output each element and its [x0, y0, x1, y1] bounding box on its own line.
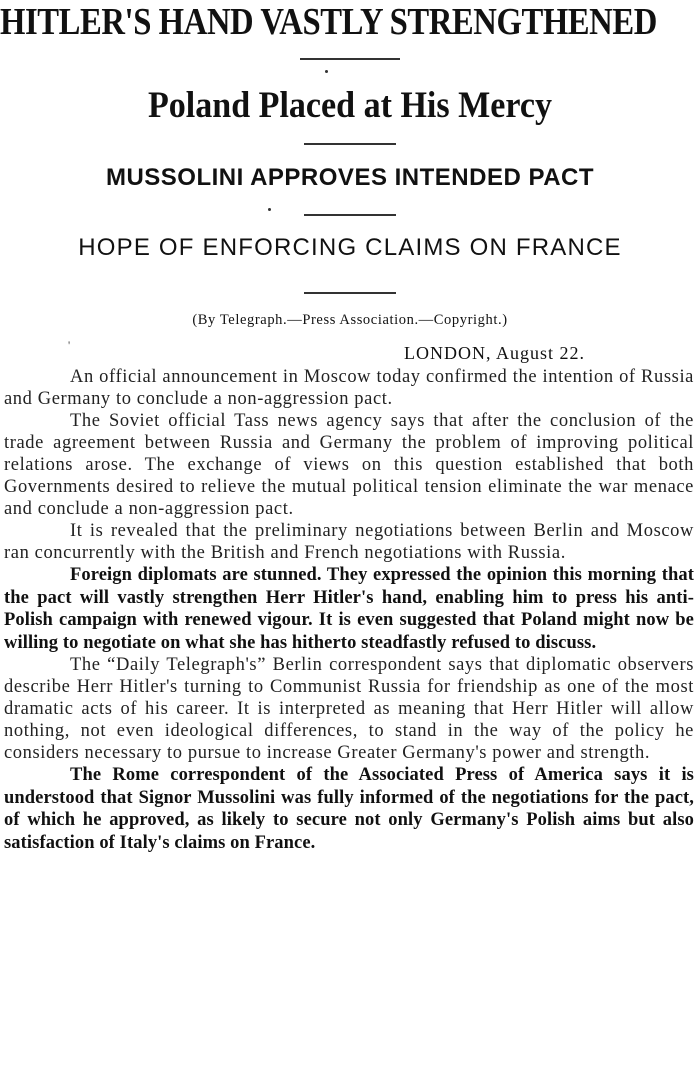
deck-headline-2: HOPE OF ENFORCING CLAIMS ON FRANCE: [78, 234, 622, 261]
headline-rule-3: [304, 214, 396, 216]
article-body: [4, 366, 694, 854]
headline-rule-4: [304, 292, 396, 294]
paragraph-3: It is revealed that the preliminary negotiations between Berlin and Moscow ran concurrently with the British and French negotiations with Russia.: [4, 521, 694, 563]
paragraph-2: The Soviet official Tass news agency says that after the conclusion of the trade agreement between Russia and Germany the problem of improving political relations arose. The exchange of views on this question established that both Governments desired to relieve the mutual political tension eliminate the war menace and conclude a non-aggression pact.: [4, 411, 694, 519]
headline-rule-2: [304, 143, 396, 145]
ornament-dot-1: [325, 70, 328, 73]
paragraph-1: An official announcement in Moscow today confirmed the intention of Russia and Germany to conclude a non-aggression pact.: [4, 367, 694, 409]
headline-rule-1: [300, 58, 400, 60]
paragraph-4: Foreign diplomats are stunned. They expressed the opinion this morning that the pact will vastly strengthen Herr Hitler's hand, enabling him to press his anti-Polish campaign with renewed vigour. It is even suggested that Poland might now be willing to negotiate on what she has hitherto steadfastly refused to discuss.: [4, 565, 694, 653]
dateline: LONDON, August 22.: [404, 343, 586, 363]
paragraph-6: The Rome correspondent of the Associated Press of America says it is understood that Signor Mussolini was fully informed of the negotiations for the pact, of which he approved, as likely to secure not only Germany's Polish aims but also satisfaction of Italy's claims on France.: [4, 765, 694, 853]
byline: (By Telegraph.—Press Association.—Copyright.): [192, 312, 508, 328]
ornament-dot-2: [268, 208, 271, 211]
sub-headline: Poland Placed at His Mercy: [147, 85, 552, 126]
margin-mark-1: ': [68, 338, 71, 352]
deck-headline-1: MUSSOLINI APPROVES INTENDED PACT: [105, 164, 595, 191]
paragraph-5: The “Daily Telegraph's” Berlin correspondent says that diplomatic observers describe Herr Hitler's turning to Communist Russia for friendship as one of the most dramatic acts of his career. It is interpreted as meaning that Herr Hitler will allow nothing, not even ideological differences, to stand in the way of the policy he considers necessary to pursue to increase Greater Germany's power and strength.: [4, 655, 694, 763]
main-headline: HITLER'S HAND VASTLY STRENGTHENED: [0, 1, 657, 43]
